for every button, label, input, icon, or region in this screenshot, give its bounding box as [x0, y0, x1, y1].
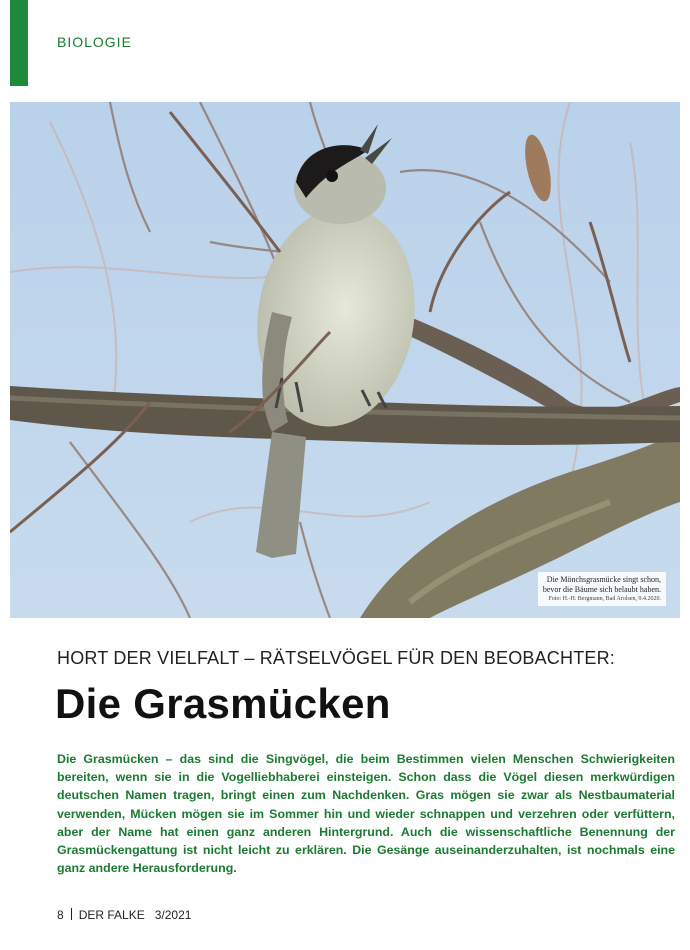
page-footer	[57, 908, 191, 922]
section-color-bar	[10, 0, 28, 86]
issue-number: 3/2021	[154, 908, 192, 922]
article-photo	[10, 102, 680, 618]
caption-line-1: Die Mönchsgrasmücke singt schon,	[546, 575, 661, 584]
footer-separator	[71, 908, 72, 920]
magazine-name: DER FALKE	[78, 908, 145, 922]
article-title: Die Grasmücken	[55, 680, 391, 727]
bird-photo-illustration	[10, 102, 680, 618]
caption-line-2: bevor die Bäume sich belaubt haben.	[542, 585, 661, 594]
page-number: 8	[57, 908, 64, 922]
photo-credit: Foto: H.-H. Bergmann, Bad Arolsen, 9.4.2020.	[548, 596, 661, 602]
article-kicker: HORT DER VIELFALT – RÄTSELVÖGEL FÜR DEN BEOBACHTER:	[57, 648, 616, 668]
article-lead: Die Grasmücken – das sind die Singvögel, die beim Bestimmen vielen Menschen Schwierigkeiten bereiten, wenn sie in die Vogelliebhaberei einsteigen. Schon dass die Vögel diesen merkwürdigen deutschen Namen tragen, bringt einen zum Nachdenken. Gras mögen sie zwar als Nestbaumaterial verwenden, Mücken mögen sie im Sommer hin und wieder schnappen und verzehren oder verfüttern, aber der Name hat einen ganz anderen Hintergrund. Auch die wissenschaftliche Benennung der Grasmückengattung ist nicht leicht zu erklären. Die Gesänge auseinanderzuhalten, ist nochmals eine ganz andere Herausforderung.	[57, 752, 675, 876]
section-label: BIOLOGIE	[57, 34, 132, 50]
photo-caption	[538, 572, 666, 606]
